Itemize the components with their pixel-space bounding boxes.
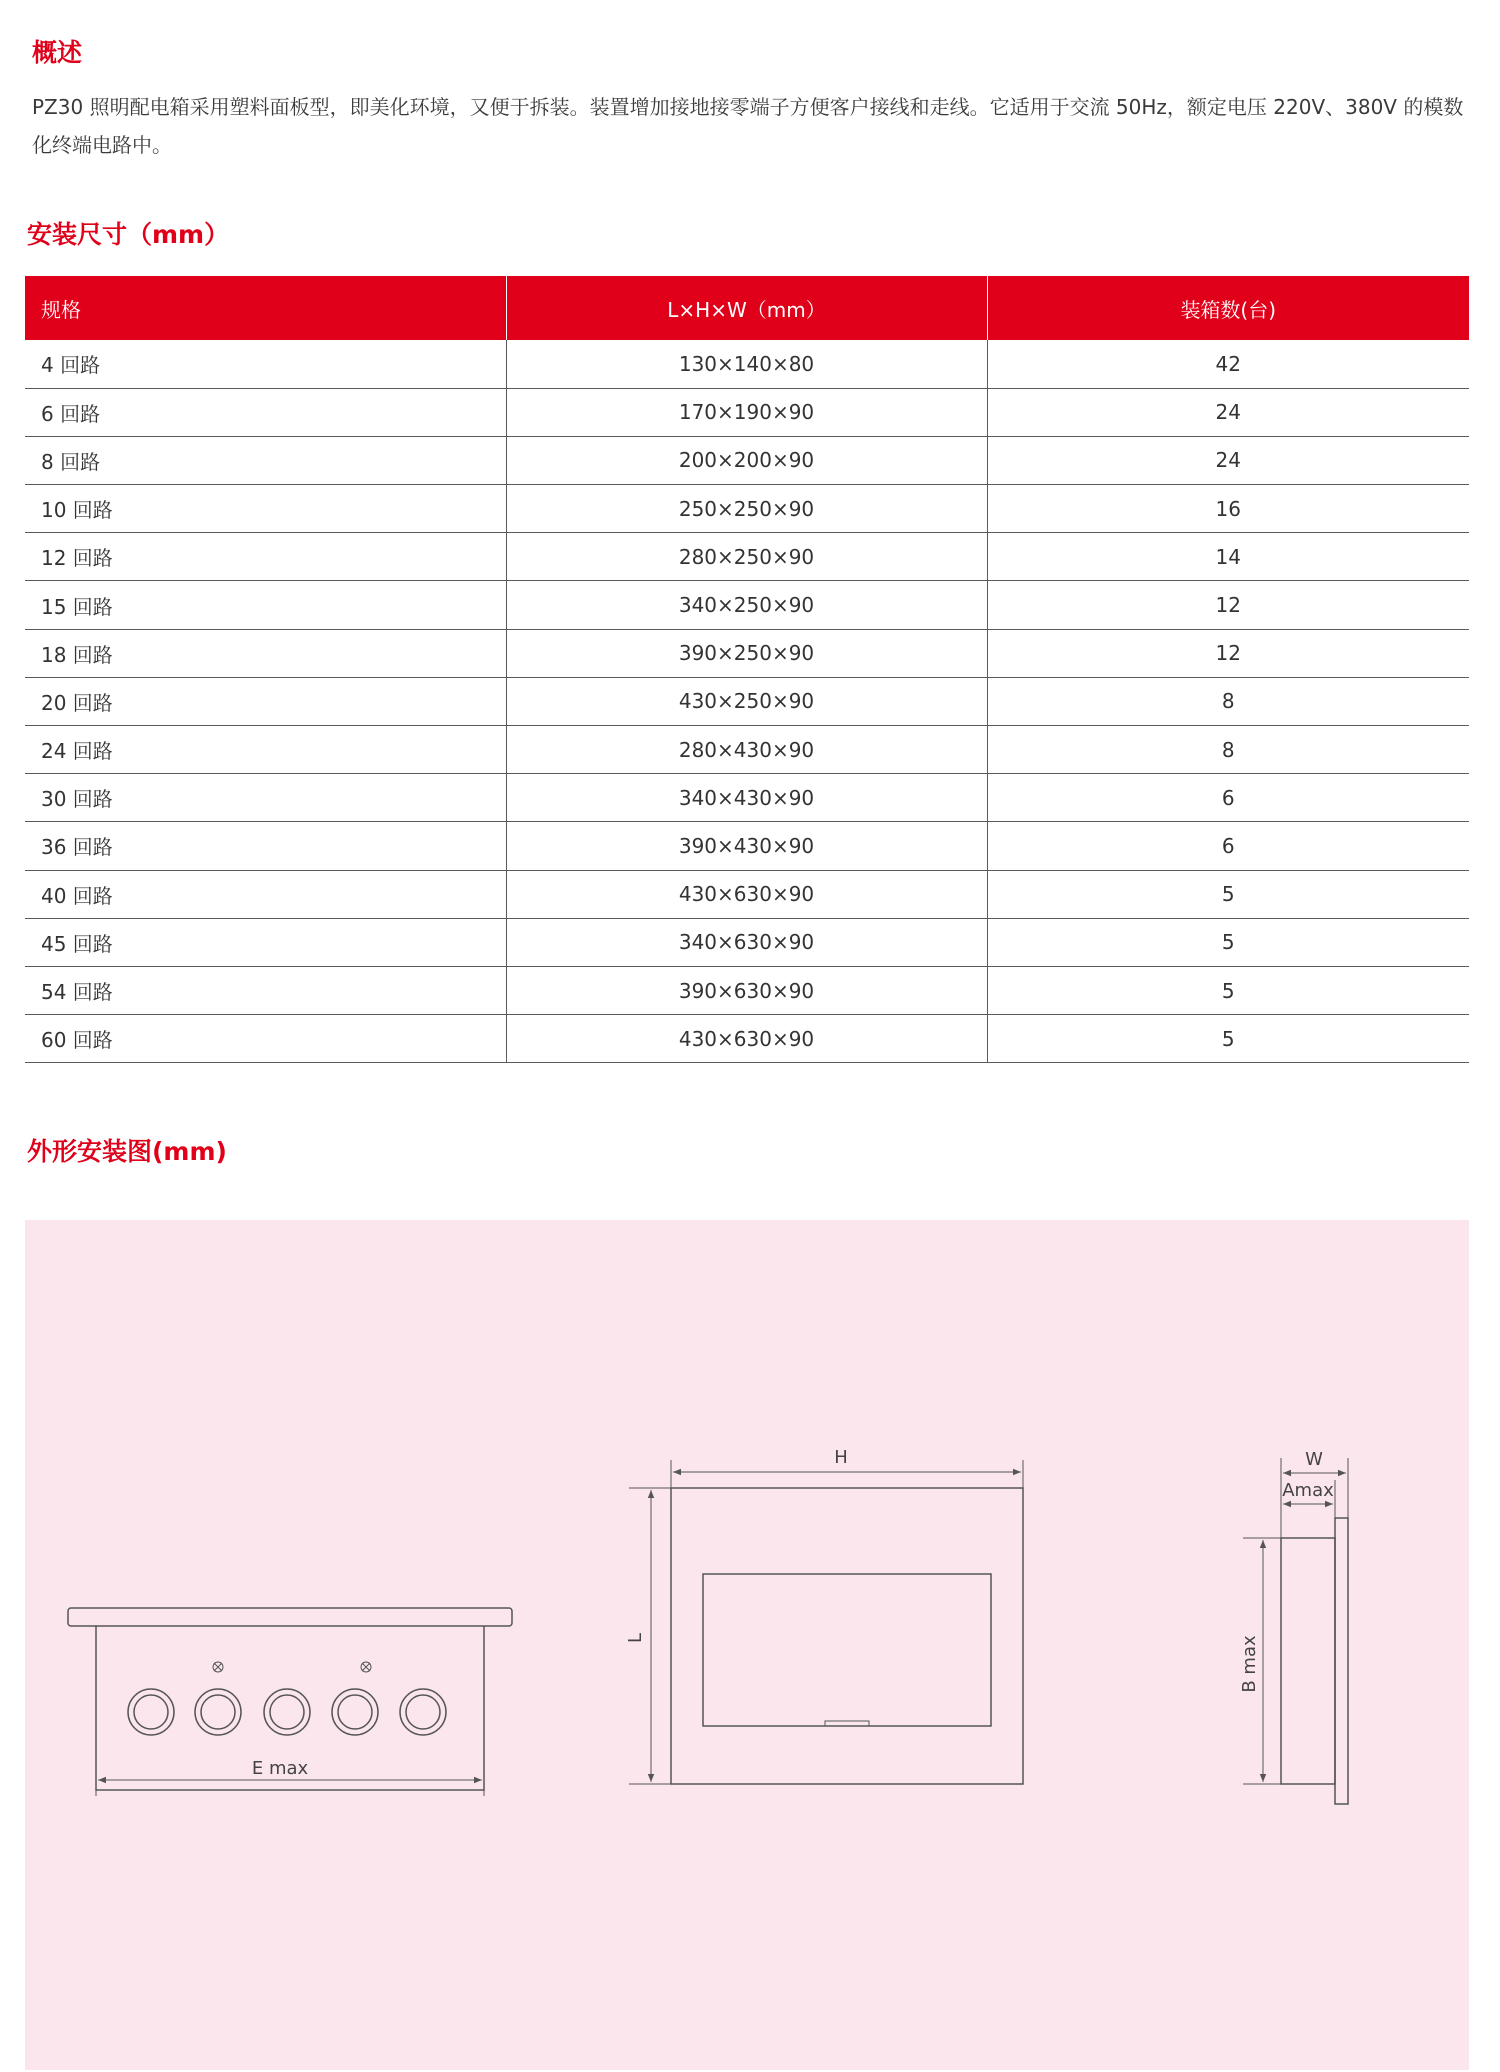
cell-dimensions: 430×630×90 (506, 1015, 987, 1063)
cell-spec: 24 回路 (25, 726, 506, 774)
profile-view (1239, 1449, 1348, 1804)
screw-marks (213, 1662, 371, 1672)
front-view-window (703, 1574, 991, 1726)
cell-dimensions: 340×250×90 (506, 581, 987, 629)
table-row (25, 629, 1469, 677)
w-label: W (1305, 1449, 1323, 1470)
table-row (25, 822, 1469, 870)
table-row (25, 870, 1469, 918)
outline-drawing (25, 1220, 1469, 2070)
cell-dimensions: 340×430×90 (506, 774, 987, 822)
l-label: L (625, 1632, 646, 1644)
cell-packing-qty: 42 (987, 340, 1469, 388)
table-row (25, 581, 1469, 629)
cell-spec: 18 回路 (25, 629, 506, 677)
table-row (25, 677, 1469, 725)
table-row (25, 533, 1469, 581)
cell-dimensions: 130×140×80 (506, 340, 987, 388)
cell-spec: 10 回路 (25, 485, 506, 533)
side-view (68, 1608, 512, 1796)
table-row (25, 436, 1469, 484)
cell-spec: 45 回路 (25, 918, 506, 966)
cell-dimensions: 390×430×90 (506, 822, 987, 870)
cell-dimensions: 430×250×90 (506, 677, 987, 725)
side-view-lid (68, 1608, 512, 1626)
table-header-row (25, 276, 1469, 340)
cell-packing-qty: 14 (987, 533, 1469, 581)
amax-label: Amax (1282, 1480, 1334, 1501)
cell-packing-qty: 6 (987, 774, 1469, 822)
install-size-table (25, 276, 1469, 1063)
cell-dimensions: 170×190×90 (506, 388, 987, 436)
knockout-holes (128, 1689, 446, 1735)
col-header-spec: 规格 (25, 276, 506, 340)
bmax-label: B max (1239, 1635, 1260, 1693)
table-row (25, 726, 1469, 774)
cell-packing-qty: 8 (987, 677, 1469, 725)
table-row (25, 485, 1469, 533)
cell-packing-qty: 24 (987, 436, 1469, 484)
cell-dimensions: 250×250×90 (506, 485, 987, 533)
overview-heading: 概述 (32, 38, 83, 67)
cell-spec: 54 回路 (25, 966, 506, 1014)
cell-dimensions: 280×250×90 (506, 533, 987, 581)
cell-spec: 30 回路 (25, 774, 506, 822)
cell-packing-qty: 12 (987, 629, 1469, 677)
outline-drawing-heading: 外形安装图(mm) (27, 1137, 227, 1166)
overview-text: PZ30 照明配电箱采用塑料面板型，即美化环境，又便于拆装。装置增加接地接零端子方便客户接线和走线。它适用于交流 50Hz，额定电压 220V、380V 的模数化终端电路中。 (32, 95, 1464, 157)
cell-dimensions: 390×250×90 (506, 629, 987, 677)
cell-spec: 8 回路 (25, 436, 506, 484)
table-row (25, 966, 1469, 1014)
table-row (25, 774, 1469, 822)
col-header-dimensions: L×H×W（mm） (506, 276, 987, 340)
cell-dimensions: 390×630×90 (506, 966, 987, 1014)
front-view (625, 1447, 1023, 1784)
cell-spec: 20 回路 (25, 677, 506, 725)
table-row (25, 340, 1469, 388)
cell-packing-qty: 8 (987, 726, 1469, 774)
cell-packing-qty: 24 (987, 388, 1469, 436)
cell-dimensions: 430×630×90 (506, 870, 987, 918)
table-row (25, 388, 1469, 436)
cell-dimensions: 280×430×90 (506, 726, 987, 774)
cell-spec: 4 回路 (25, 340, 506, 388)
cell-spec: 40 回路 (25, 870, 506, 918)
cell-dimensions: 340×630×90 (506, 918, 987, 966)
table-row (25, 1015, 1469, 1063)
cell-packing-qty: 5 (987, 966, 1469, 1014)
cell-spec: 36 回路 (25, 822, 506, 870)
profile-view-lid (1335, 1518, 1348, 1804)
cell-spec: 6 回路 (25, 388, 506, 436)
emax-label: E max (251, 1758, 309, 1779)
table-row (25, 918, 1469, 966)
install-size-heading: 安装尺寸（mm） (27, 220, 230, 249)
front-view-body (671, 1488, 1023, 1784)
cell-packing-qty: 12 (987, 581, 1469, 629)
cell-spec: 12 回路 (25, 533, 506, 581)
cell-packing-qty: 5 (987, 870, 1469, 918)
cell-packing-qty: 5 (987, 918, 1469, 966)
outline-drawing-panel (25, 1220, 1469, 2070)
h-label: H (834, 1447, 848, 1468)
cell-packing-qty: 5 (987, 1015, 1469, 1063)
cell-spec: 15 回路 (25, 581, 506, 629)
cell-dimensions: 200×200×90 (506, 436, 987, 484)
cell-packing-qty: 16 (987, 485, 1469, 533)
overview-text-block (32, 88, 1482, 164)
cell-spec: 60 回路 (25, 1015, 506, 1063)
col-header-packing-qty: 装箱数(台) (987, 276, 1469, 340)
cell-packing-qty: 6 (987, 822, 1469, 870)
profile-view-body (1281, 1538, 1335, 1784)
